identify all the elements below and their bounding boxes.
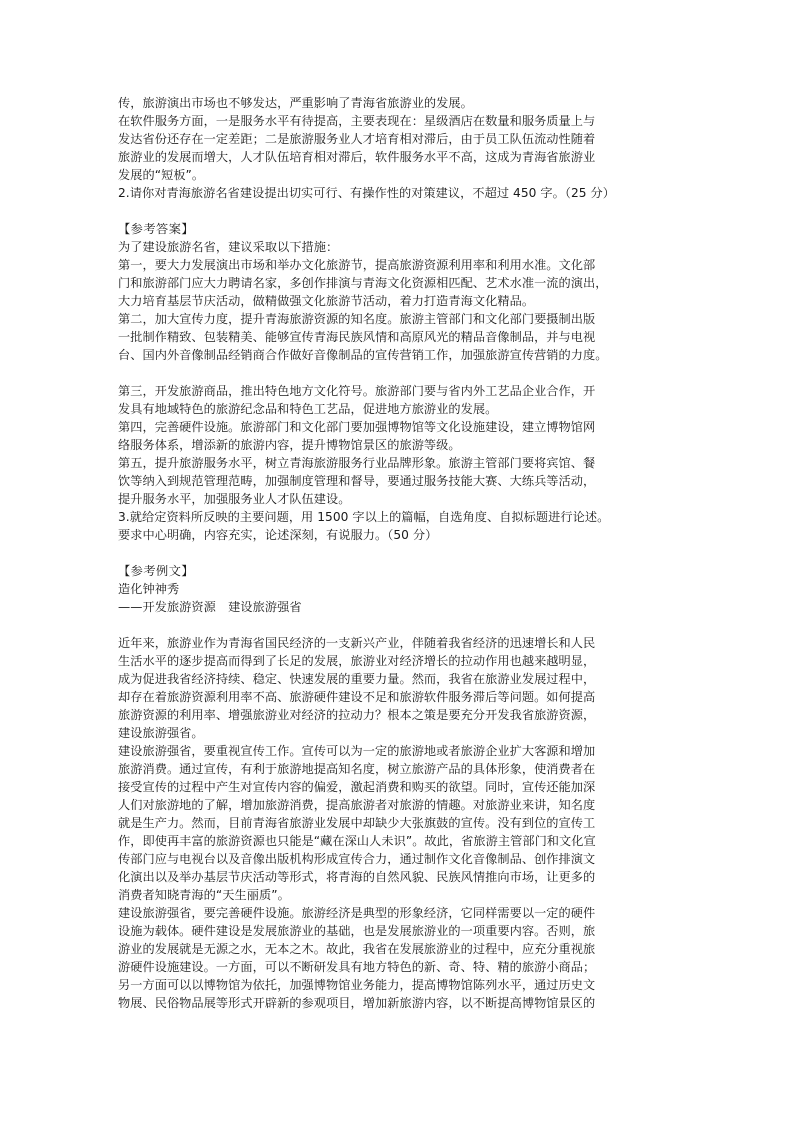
text-line: 游业的发展就是无源之水，无本之木。故此，我省在发展旅游业的过程中，应充分重视旅 (118, 942, 596, 956)
text-line: 生活水平的逐步提高而得到了长足的发展，旅游业对经济增长的拉动作用也越来越明显， (118, 654, 596, 668)
text-line: 旅游资源的利用率、增强旅游业对经济的拉动力？根本之策是要充分开发我省旅游资源， (118, 708, 596, 722)
text-line: 一批制作精致、包装精美、能够宣传青海民族风情和高原风光的精品音像制品，并与电视 (118, 330, 596, 344)
text-line: 作，即使再丰富的旅游资源也只能是“藏在深山人未识”。故此，省旅游主管部门和文化宣 (118, 834, 596, 848)
text-line: 发展的“短板”。 (118, 168, 205, 182)
text-line: 要求中心明确，内容充实，论述深刻，有说服力。（50 分） (118, 528, 438, 542)
text-line: 化演出以及举办基层节庆活动等形式，将青海的自然风貌、民族风情推向市场，让更多的 (118, 870, 596, 884)
question-3: 3.就给定资料所反映的主要问题，用 1500 字以上的篇幅，自选角度、自拟标题进行论述。 (118, 510, 610, 524)
text-line: 旅游消费。通过宣传，有利于旅游地提高知名度，树立旅游产品的具体形象，使消费者在 (118, 762, 596, 776)
text-line: 另一方面可以以博物馆为依托，加强博物馆业务能力，提高博物馆陈列水平，通过历史文 (118, 978, 596, 992)
text-line: 大力培育基层节庆活动，做精做强文化旅游节活动，着力打造青海文化精品。 (118, 294, 535, 308)
text-line: 为了建设旅游名省，建议采取以下措施： (118, 240, 339, 254)
text-line: 设施为载体。硬件建设是发展旅游业的基础，也是发展旅游业的一项重要内容。否则，旅 (118, 924, 596, 938)
text-line: 就是生产力。然而，目前青海省旅游业发展中却缺少大张旗鼓的宣传。没有到位的宣传工 (118, 816, 596, 830)
text-line: 第五，提升旅游服务水平，树立青海旅游服务行业品牌形象。旅游主管部门要将宾馆、餐 (118, 456, 596, 470)
answer-heading: 【参考答案】 (118, 222, 195, 236)
text-line: 建设旅游强省。 (118, 726, 204, 740)
text-line: 传部门应与电视台以及音像出版机构形成宣传合力，通过制作文化音像制品、创作排演文 (118, 852, 596, 866)
essay-subtitle: ——开发旅游资源 建设旅游强省 (118, 600, 302, 614)
text-line: 建设旅游强省，要重视宣传工作。宣传可以为一定的旅游地或者旅游企业扩大客源和增加 (118, 744, 596, 758)
text-line: 成为促进我省经济持续、稳定、快速发展的重要力量。然而，我省在旅游业发展过程中， (118, 672, 596, 686)
text-line: 发达省份还存在一定差距；二是旅游服务业人才培育相对滞后，由于员工队伍流动性随着 (118, 132, 596, 146)
text-line: 在软件服务方面，一是服务水平有待提高，主要表现在：星级酒店在数量和服务质量上与 (118, 114, 596, 128)
text-line: 物展、民俗物品展等形式开辟新的参观项目，增加新旅游内容，以不断提高博物馆景区的 (118, 996, 596, 1010)
question-2: 2.请你对青海旅游名省建设提出切实可行、有操作性的对策建议，不超过 450 字。（25 分） (118, 186, 615, 200)
text-line: 旅游业的发展而增大，人才队伍培育相对滞后，软件服务水平不高，这成为青海省旅游业 (118, 150, 596, 164)
document-page (118, 94, 678, 1012)
text-line: 门和旅游部门应大力聘请名家，多创作排演与青海文化资源相匹配、艺术水准一流的演出， (118, 276, 608, 290)
blank-line (118, 616, 678, 634)
text-line: 接受宣传的过程中产生对宣传内容的偏爱，激起消费和购买的欲望。同时，宣传还能加深 (118, 780, 596, 794)
text-line: 发具有地域特色的旅游纪念品和特色工艺品，促进地方旅游业的发展。 (118, 402, 498, 416)
text-line: 游硬件设施建设。一方面，可以不断研发具有地方特色的新、奇、特、精的旅游小商品； (118, 960, 596, 974)
text-line: 饮等纳入到规范管理范畴，加强制度管理和督导，要通过服务技能大赛、大练兵等活动， (118, 474, 596, 488)
example-heading: 【参考例文】 (118, 564, 195, 578)
text-line: 建设旅游强省，要完善硬件设施。旅游经济是典型的形象经济，它同样需要以一定的硬件 (118, 906, 596, 920)
text-line: 近年来，旅游业作为青海省国民经济的一支新兴产业，伴随着我省经济的迅速增长和人民 (118, 636, 596, 650)
text-line: 第二，加大宣传力度，提升青海旅游资源的知名度。旅游主管部门和文化部门要摄制出版 (118, 312, 596, 326)
text-line: 络服务体系，增添新的旅游内容，提升博物馆景区的旅游等级。 (118, 438, 461, 452)
text-line: 台、国内外音像制品经销商合作做好音像制品的宣传营销工作，加强旅游宣传营销的力度。 (118, 348, 608, 362)
text-line: 消费者知晓青海的“天生丽质”。 (118, 888, 290, 902)
text-line: 传，旅游演出市场也不够发达，严重影响了青海省旅游业的发展。 (118, 96, 473, 110)
essay-title: 造化钟神秀 (118, 582, 180, 596)
blank-line (118, 364, 678, 382)
text-line: 第四，完善硬件设施。旅游部门和文化部门要加强博物馆等文化设施建设，建立博物馆网 (118, 420, 596, 434)
text-line: 却存在着旅游资源利用率不高、旅游硬件建设不足和旅游软件服务滞后等问题。如何提高 (118, 690, 596, 704)
text-line: 第三，开发旅游商品，推出特色地方文化符号。旅游部门要与省内外工艺品企业合作，开 (118, 384, 596, 398)
blank-line (118, 544, 678, 562)
text-line: 第一，要大力发展演出市场和举办文化旅游节，提高旅游资源利用率和利用水准。文化部 (118, 258, 596, 272)
text-line: 人们对旅游地的了解，增加旅游消费，提高旅游者对旅游的情趣。对旅游业来讲，知名度 (118, 798, 596, 812)
blank-line (118, 202, 678, 220)
text-line: 提升服务水平，加强服务业人才队伍建设。 (118, 492, 351, 506)
